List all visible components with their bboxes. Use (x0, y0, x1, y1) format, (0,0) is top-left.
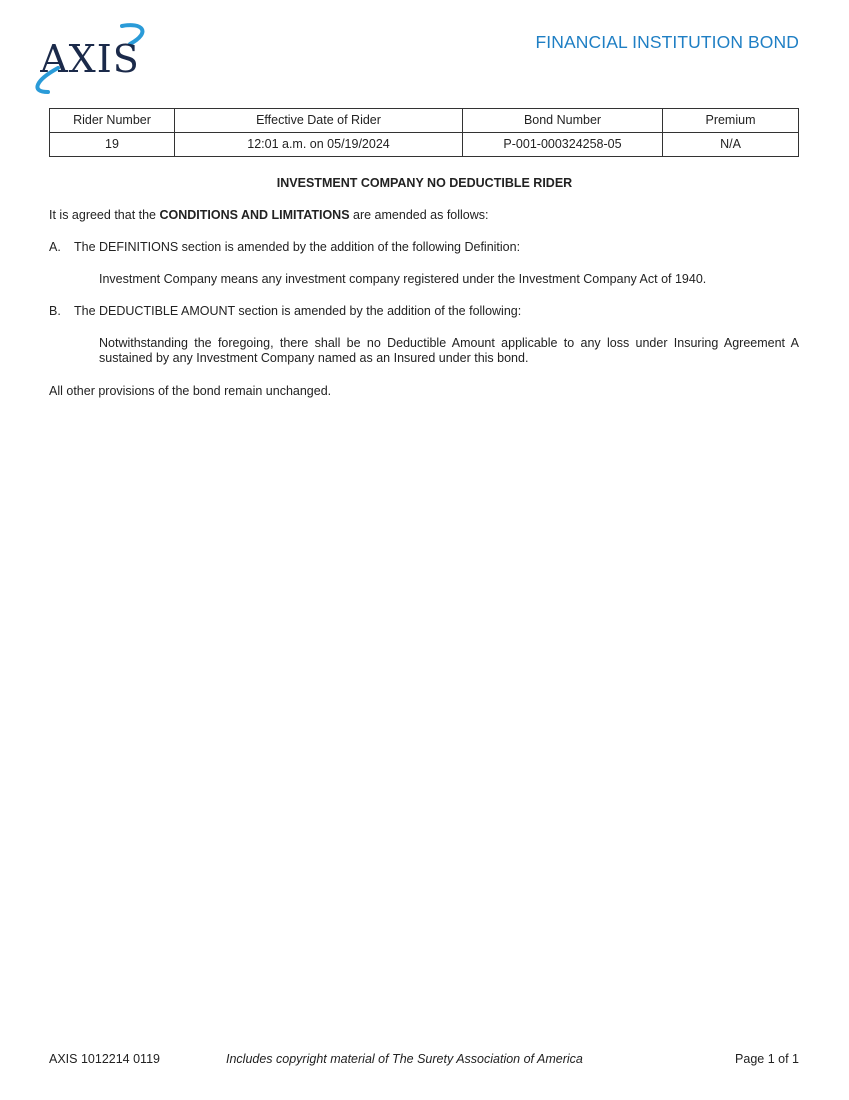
table-row (50, 133, 799, 157)
header-premium: Premium (663, 109, 799, 133)
intro-text-start: It is agreed that the (49, 208, 160, 222)
rider-title: INVESTMENT COMPANY NO DEDUCTIBLE RIDER (276, 176, 573, 190)
header-bond-number: Bond Number (463, 109, 663, 133)
section-b (49, 304, 521, 319)
document-type-title: FINANCIAL INSTITUTION BOND (535, 32, 799, 52)
intro-text-end: are amended as follows: (349, 208, 489, 222)
rider-info-table (49, 108, 799, 157)
premium-value: N/A (663, 133, 799, 157)
effective-date-value: 12:01 a.m. on 05/19/2024 (175, 133, 463, 157)
page-number: Page 1 of 1 (735, 1052, 799, 1066)
intro-paragraph (49, 208, 489, 223)
section-b-detail: Notwithstanding the foregoing, there shall be no Deductible Amount applicable to any loss under Insuring Agreement A sustained by any Investment Company named as an Insured under this bond. (99, 336, 799, 365)
section-a-detail: Investment Company means any investment company registered under the Investment Company Act of 1940. (99, 272, 707, 286)
bond-number-value: P-001-000324258-05 (463, 133, 663, 157)
header-rider-number: Rider Number (50, 109, 175, 133)
rider-number-value: 19 (50, 133, 175, 157)
copyright-notice: Includes copyright material of The Surety Association of America (226, 1052, 583, 1066)
section-a (49, 240, 520, 255)
intro-bold-text: CONDITIONS AND LIMITATIONS (159, 208, 350, 222)
section-a-text: The DEFINITIONS section is amended by the addition of the following Definition: (74, 240, 521, 254)
section-a-marker: A. (49, 240, 61, 254)
section-b-text: The DEDUCTIBLE AMOUNT section is amended by the addition of the following: (74, 304, 522, 318)
form-number: AXIS 1012214 0119 (49, 1052, 160, 1066)
section-b-marker: B. (49, 304, 61, 318)
table-header-row (50, 109, 799, 133)
axis-logo (30, 22, 150, 94)
logo-wordmark: AXIS (40, 37, 140, 81)
header-effective-date: Effective Date of Rider (175, 109, 463, 133)
closing-paragraph: All other provisions of the bond remain unchanged. (49, 384, 332, 398)
